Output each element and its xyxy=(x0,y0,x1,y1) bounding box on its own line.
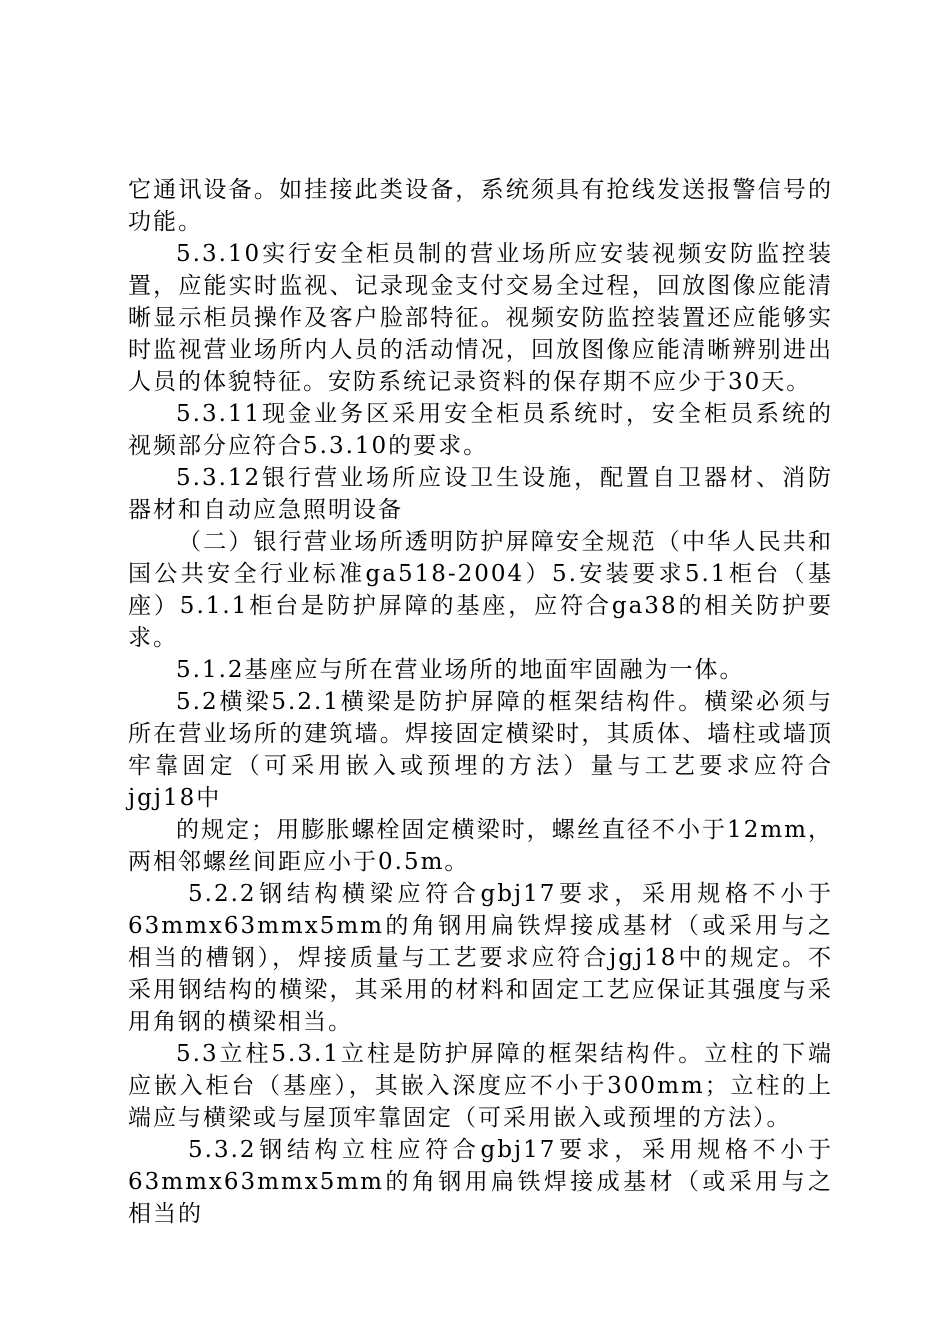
document-body xyxy=(128,174,833,1230)
paragraph-5-3-2: 5.3.2钢结构立柱应符合gbj17要求，采用规格不小于63mmx63mmx5mm的角钢用扁铁焊接成基材（或采用与之相当的 xyxy=(128,1137,833,1227)
paragraph-5-2-continued: 的规定；用膨胀螺栓固定横梁时，螺丝直径不小于12mm，两相邻螺丝间距应小于0.5m。 xyxy=(128,817,833,875)
paragraph-5-1-2: 5.1.2基座应与所在营业场所的地面牢固融为一体。 xyxy=(176,657,745,683)
paragraph-5-3: 5.3立柱5.3.1立柱是防护屏障的框架结构件。立柱的下端应嵌入柜台（基座），其嵌入深度应不小于300mm；立柱的上端应与横梁或与屋顶牢靠固定（可采用嵌入或预埋的方法）。 xyxy=(128,1041,833,1131)
paragraph-5-3-10: 5.3.10实行安全柜员制的营业场所应安装视频安防监控装置，应能实时监视、记录现金支付交易全过程，回放图像应能清晰显示柜员操作及客户脸部特征。视频安防监控装置还应能够实时监视营业场所内人员的活动情况，回放图像应能清晰辨别进出人员的体貌特征。安防系统记录资料的保存期不应少于30天。 xyxy=(128,241,833,395)
paragraph-5-3-11: 5.3.11现金业务区采用安全柜员系统时，安全柜员系统的视频部分应符合5.3.10的要求。 xyxy=(128,401,833,459)
paragraph-section-2: （二）银行营业场所透明防护屏障安全规范（中华人民共和国公共安全行业标准ga518-2004）5.安装要求5.1柜台（基座）5.1.1柜台是防护屏障的基座，应符合ga38的相关防护要求。 xyxy=(128,529,833,651)
paragraph-5-2: 5.2横梁5.2.1横梁是防护屏障的框架结构件。横梁必须与所在营业场所的建筑墙。焊接固定横梁时，其质体、墙柱或墙顶牢靠固定（可采用嵌入或预埋的方法）量与工艺要求应符合jgj18中 xyxy=(128,689,833,811)
paragraph-5-2-2: 5.2.2钢结构横梁应符合gbj17要求，采用规格不小于63mmx63mmx5mm的角钢用扁铁焊接成基材（或采用与之相当的槽钢），焊接质量与工艺要求应符合jgj18中的规定。不采用钢结构的横梁，其采用的材料和固定工艺应保证其强度与采用角钢的横梁相当。 xyxy=(128,881,833,1035)
paragraph-5-3-12: 5.3.12银行营业场所应设卫生设施，配置自卫器材、消防器材和自动应急照明设备 xyxy=(128,465,833,523)
paragraph-continuation: 它通讯设备。如挂接此类设备，系统须具有抢线发送报警信号的功能。 xyxy=(128,177,833,235)
